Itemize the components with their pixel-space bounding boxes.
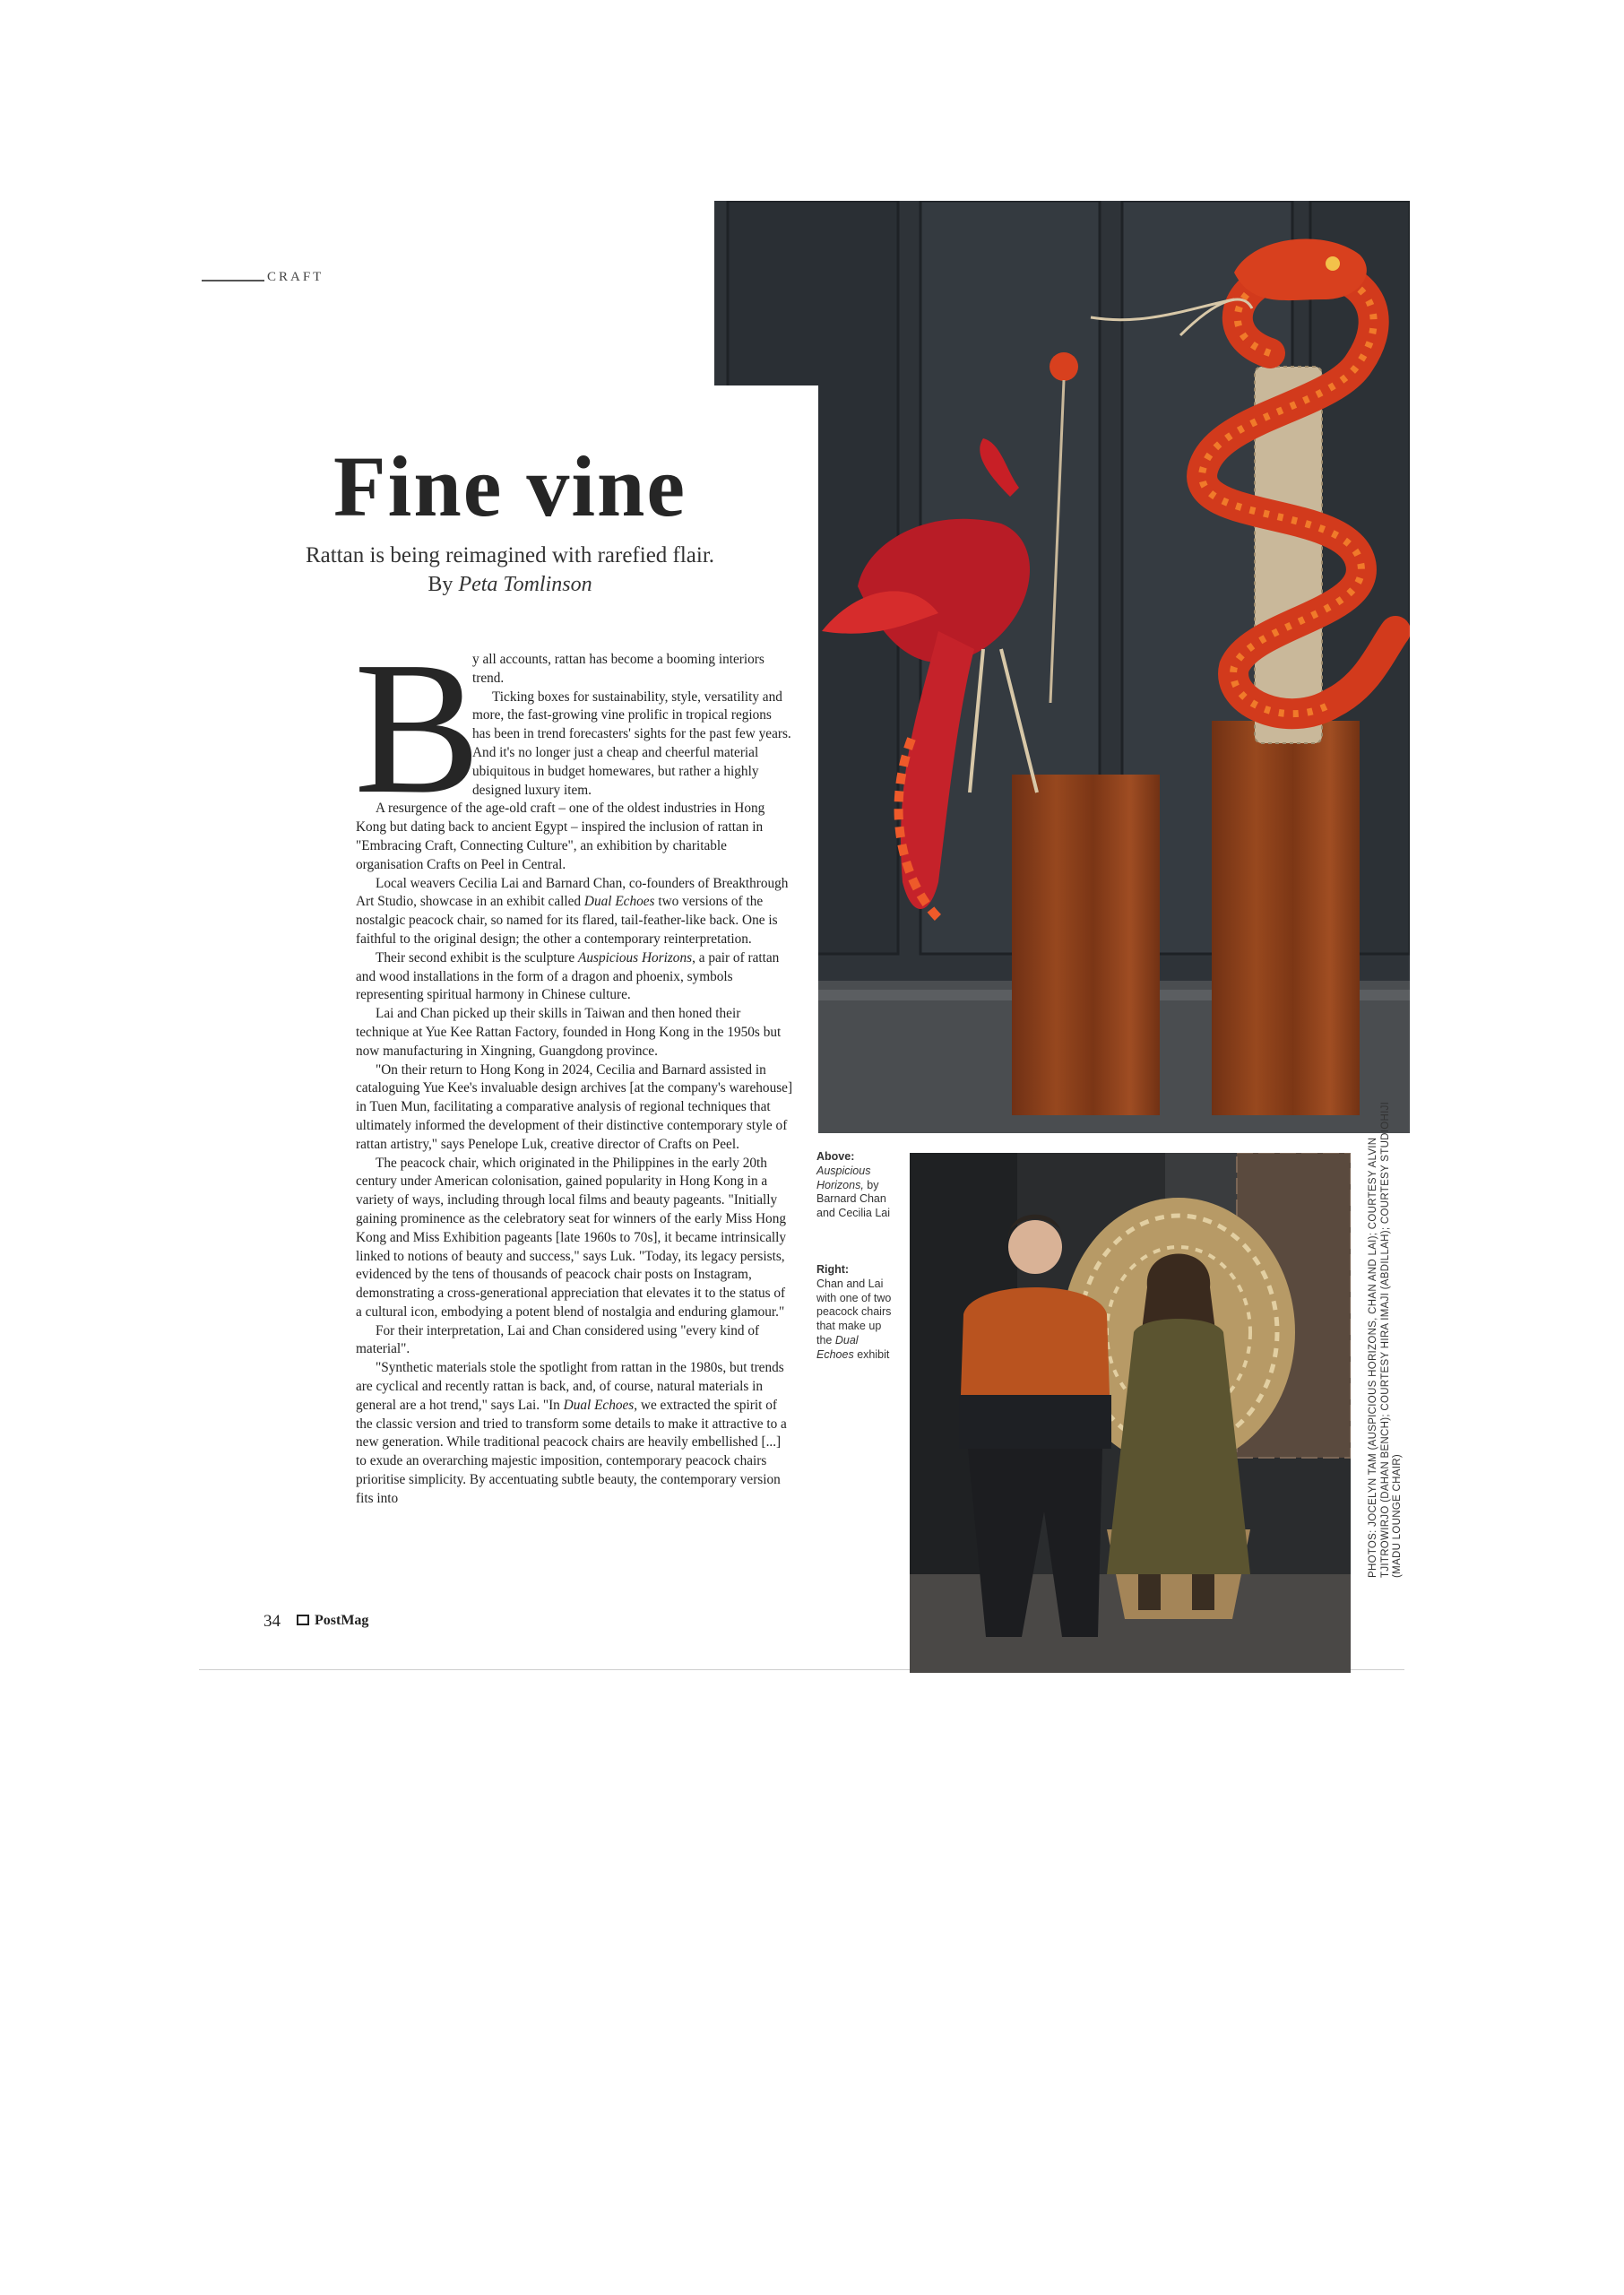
publication-brand [297, 1613, 368, 1629]
caption-title: Dual Echoes [816, 1333, 859, 1361]
byline-prefix: By [428, 573, 459, 596]
text-run: Local weavers Cecilia Lai and Barnard Chan, co-founders of Breakthrough Art Studio, showcase in an exhibit called [356, 875, 789, 910]
standfirst: Rattan is being reimagined with rarefied flair. [305, 543, 715, 567]
photo-credits: PHOTOS: JOCELYN TAM (AUSPICIOUS HORIZONS, CHAN AND LAI); COURTESY ALVIN TJITROWIRJO (DAHAN BENCH); COURTESY HIRA IMAJI (ABDILLAH); COURTESY STUDIOHIJI (MADU LOUNGE CHAIR) [1368, 1101, 1403, 1578]
body-paragraph-4 [356, 949, 793, 1005]
body-paragraph-3 [356, 875, 793, 949]
body-intro: y all accounts, rattan has become a booming interiors trend. [472, 652, 764, 686]
text-run: Their second exhibit is the sculpture [376, 949, 578, 966]
body-paragraph-2: A resurgence of the age-old craft – one of the oldest industries in Hong Kong but dating back to ancient Egypt – inspired the inclusion of rattan in "Embracing Craft, Connecting Culture", an exhibition by charitable organisation Crafts on Peel in Central. [356, 801, 765, 872]
body-paragraph-9 [356, 1359, 793, 1508]
caption-text: by Barnard Chan and Cecilia Lai [816, 1178, 890, 1220]
exhibit-title: Dual Echoes [583, 894, 655, 910]
byline [202, 571, 818, 599]
caption-label: Above: [816, 1150, 855, 1163]
exhibit-title: Dual Echoes [563, 1397, 635, 1413]
headline: Fine vine [333, 438, 687, 534]
drop-cap: B [354, 622, 481, 833]
section-tag: CRAFT [267, 270, 324, 284]
postmag-logo-icon [297, 1615, 309, 1625]
body-paragraph-5: Lai and Chan picked up their skills in Taiwan and then honed their technique at Yue Kee Rattan Factory, founded in Hong Kong in the 1950s but now manufacturing in Xingning, Guangdong province. [356, 1006, 782, 1059]
body-paragraph-1: Ticking boxes for sustainability, style, versatility and more, the fast-growing vine prolific in tropical regions has been in trend forecasters' sights for the past few years. And it's no longer just a cheap and cheerful material ubiquitous in budget homewares, but rather a highly designed luxury item. [472, 688, 791, 798]
dragon-phoenix-illustration [714, 201, 1410, 1133]
body-paragraph-6: "On their return to Hong Kong in 2024, Cecilia and Barnard assisted in cataloguing Yue Kee's invaluable design archives [at the company's warehouse] in Tuen Mun, facilitating a comparative analysis of regional techniques that ultimately informed the development of their distinctive contemporary style of rattan artistry," says Penelope Luk, creative director of Crafts on Peel. [356, 1061, 793, 1152]
brand-name: PostMag [315, 1613, 369, 1628]
page-number: 34 [263, 1612, 281, 1631]
article-body [356, 651, 793, 1509]
text-run: , we extracted the spirit of the classic version and tried to transform some details to make it attractive to a new generation. While traditional peacock chairs are heavily embellished [...] to exude an overarching majestic imposition, contemporary peacock chairs prioritise simplicity. By accentuating subtle beauty, the contemporary version fits into [356, 1397, 787, 1506]
caption-text: exhibit [857, 1347, 890, 1361]
hero-photo-auspicious-horizons [714, 201, 1410, 1133]
byline-author: Peta Tomlinson [458, 573, 592, 596]
text-run: "Synthetic materials stole the spotlight from rattan in the 1980s, but trends are cyclical and recently rattan is back, and, of course, natural materials in general are a hot trend," says Lai. "In [356, 1360, 784, 1413]
text-run: two versions of the nostalgic peacock chair, so named for its flared, tail-feather-like back. One is faithful to the original design; the other a contemporary reinterpretation. [356, 894, 778, 947]
caption-title: Auspicious Horizons, [816, 1164, 871, 1191]
text-run: , a pair of rattan and wood installations in the form of a dragon and phoenix, symbols representing spiritual harmony in Chinese culture. [356, 949, 780, 1003]
sculpture-title: Auspicious Horizons [578, 949, 693, 966]
section-rule [202, 280, 264, 281]
body-paragraph-8: For their interpretation, Lai and Chan considered using "every kind of material". [356, 1322, 760, 1357]
artists-with-chair-illustration [910, 1153, 1351, 1673]
caption-text: Chan and Lai with one of two peacock chairs that make up the [816, 1277, 892, 1347]
portrait-photo-chan-and-lai [910, 1153, 1351, 1673]
caption-right [816, 1263, 894, 1363]
caption-label: Right: [816, 1263, 850, 1276]
body-paragraph-7: The peacock chair, which originated in the Philippines in the early 20th century under American colonisation, gained popularity in Hong Kong in a variety of ways, including through local films and beauty pageants. "Initially gaining prominence as the celebratory seat for winners of the early Miss Hong Kong and Miss Exhibition pageants [late 1960s to 70s], it became intrinsically linked to notions of beauty and success," says Luk. "Today, its legacy persists, evidenced by the tens of thousands of peacock chair posts on Instagram, demonstrating a cross-generational appreciation that elevates it to the status of a cultural icon, embodying a potent blend of nostalgia and enduring glamour." [356, 1155, 787, 1320]
caption-above [816, 1150, 894, 1221]
